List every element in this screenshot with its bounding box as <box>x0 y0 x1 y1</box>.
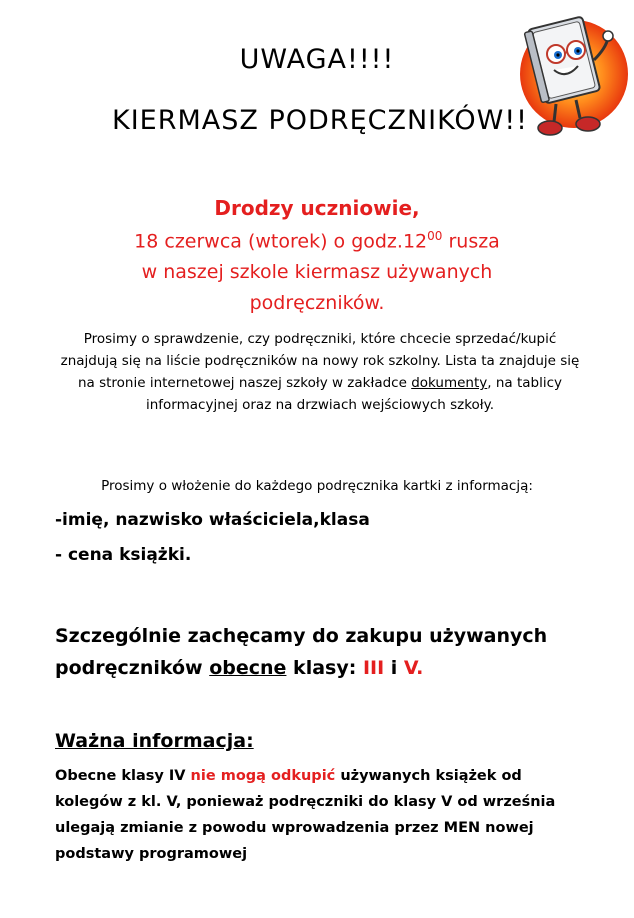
promo-part-1: Szczególnie zachęcamy do zakupu używanych podręczników <box>55 625 548 679</box>
event-line-4: podręczników. <box>249 292 385 314</box>
promo-part-2: klasy: <box>286 657 363 679</box>
important-text <box>55 763 575 867</box>
important-part-2: używanych książek od kolegów z kl. V, ponieważ podręczniki do klasy V od września ulegają zmianie z powodu wprowadzenia przez MEN nowej podstawy programowej <box>55 768 556 862</box>
event-line-3: w naszej szkole kiermasz używanych <box>141 261 493 283</box>
important-red: nie mogą odkupić <box>190 768 336 784</box>
class-v: V. <box>403 657 424 679</box>
promo-conj: i <box>384 657 404 679</box>
request-text-1: Prosimy o sprawdzenie, czy podręczniki, które chcecie sprzedać/kupić znajdują się na liście podręczników na nowy rok szkolny. Lista ta znajduje się na stronie internetowej naszej szkoły w zakładce <box>60 331 580 391</box>
event-time-minutes: 00 <box>427 229 443 243</box>
request-paragraph <box>60 328 580 416</box>
promo-text <box>55 620 595 684</box>
important-heading: Ważna informacja: <box>55 730 254 752</box>
event-date-suffix: rusza <box>442 230 500 253</box>
request-text-2: , na tablicy informacyjnej oraz na drzwiach wejściowych szkoły. <box>145 375 563 413</box>
page-subtitle: KIERMASZ PODRĘCZNIKÓW!! <box>112 105 528 136</box>
bullet-price: - cena książki. <box>55 545 192 565</box>
promo-underlined: obecne <box>209 657 287 679</box>
event-date-line <box>0 229 634 252</box>
class-iii: III <box>362 657 385 679</box>
documents-link[interactable]: dokumenty <box>411 375 488 391</box>
card-request: Prosimy o włożenie do każdego podręcznika kartki z informacją: <box>101 478 533 494</box>
page-title: UWAGA!!!! <box>239 44 395 75</box>
greeting: Drodzy uczniowie, <box>214 196 420 220</box>
bullet-owner-info: -imię, nazwisko właściciela,klasa <box>55 510 370 530</box>
event-date-text: 18 czerwca (wtorek) o godz.12 <box>134 230 428 253</box>
book-mascot-icon <box>510 8 630 146</box>
important-part-1: Obecne klasy IV <box>55 768 191 784</box>
